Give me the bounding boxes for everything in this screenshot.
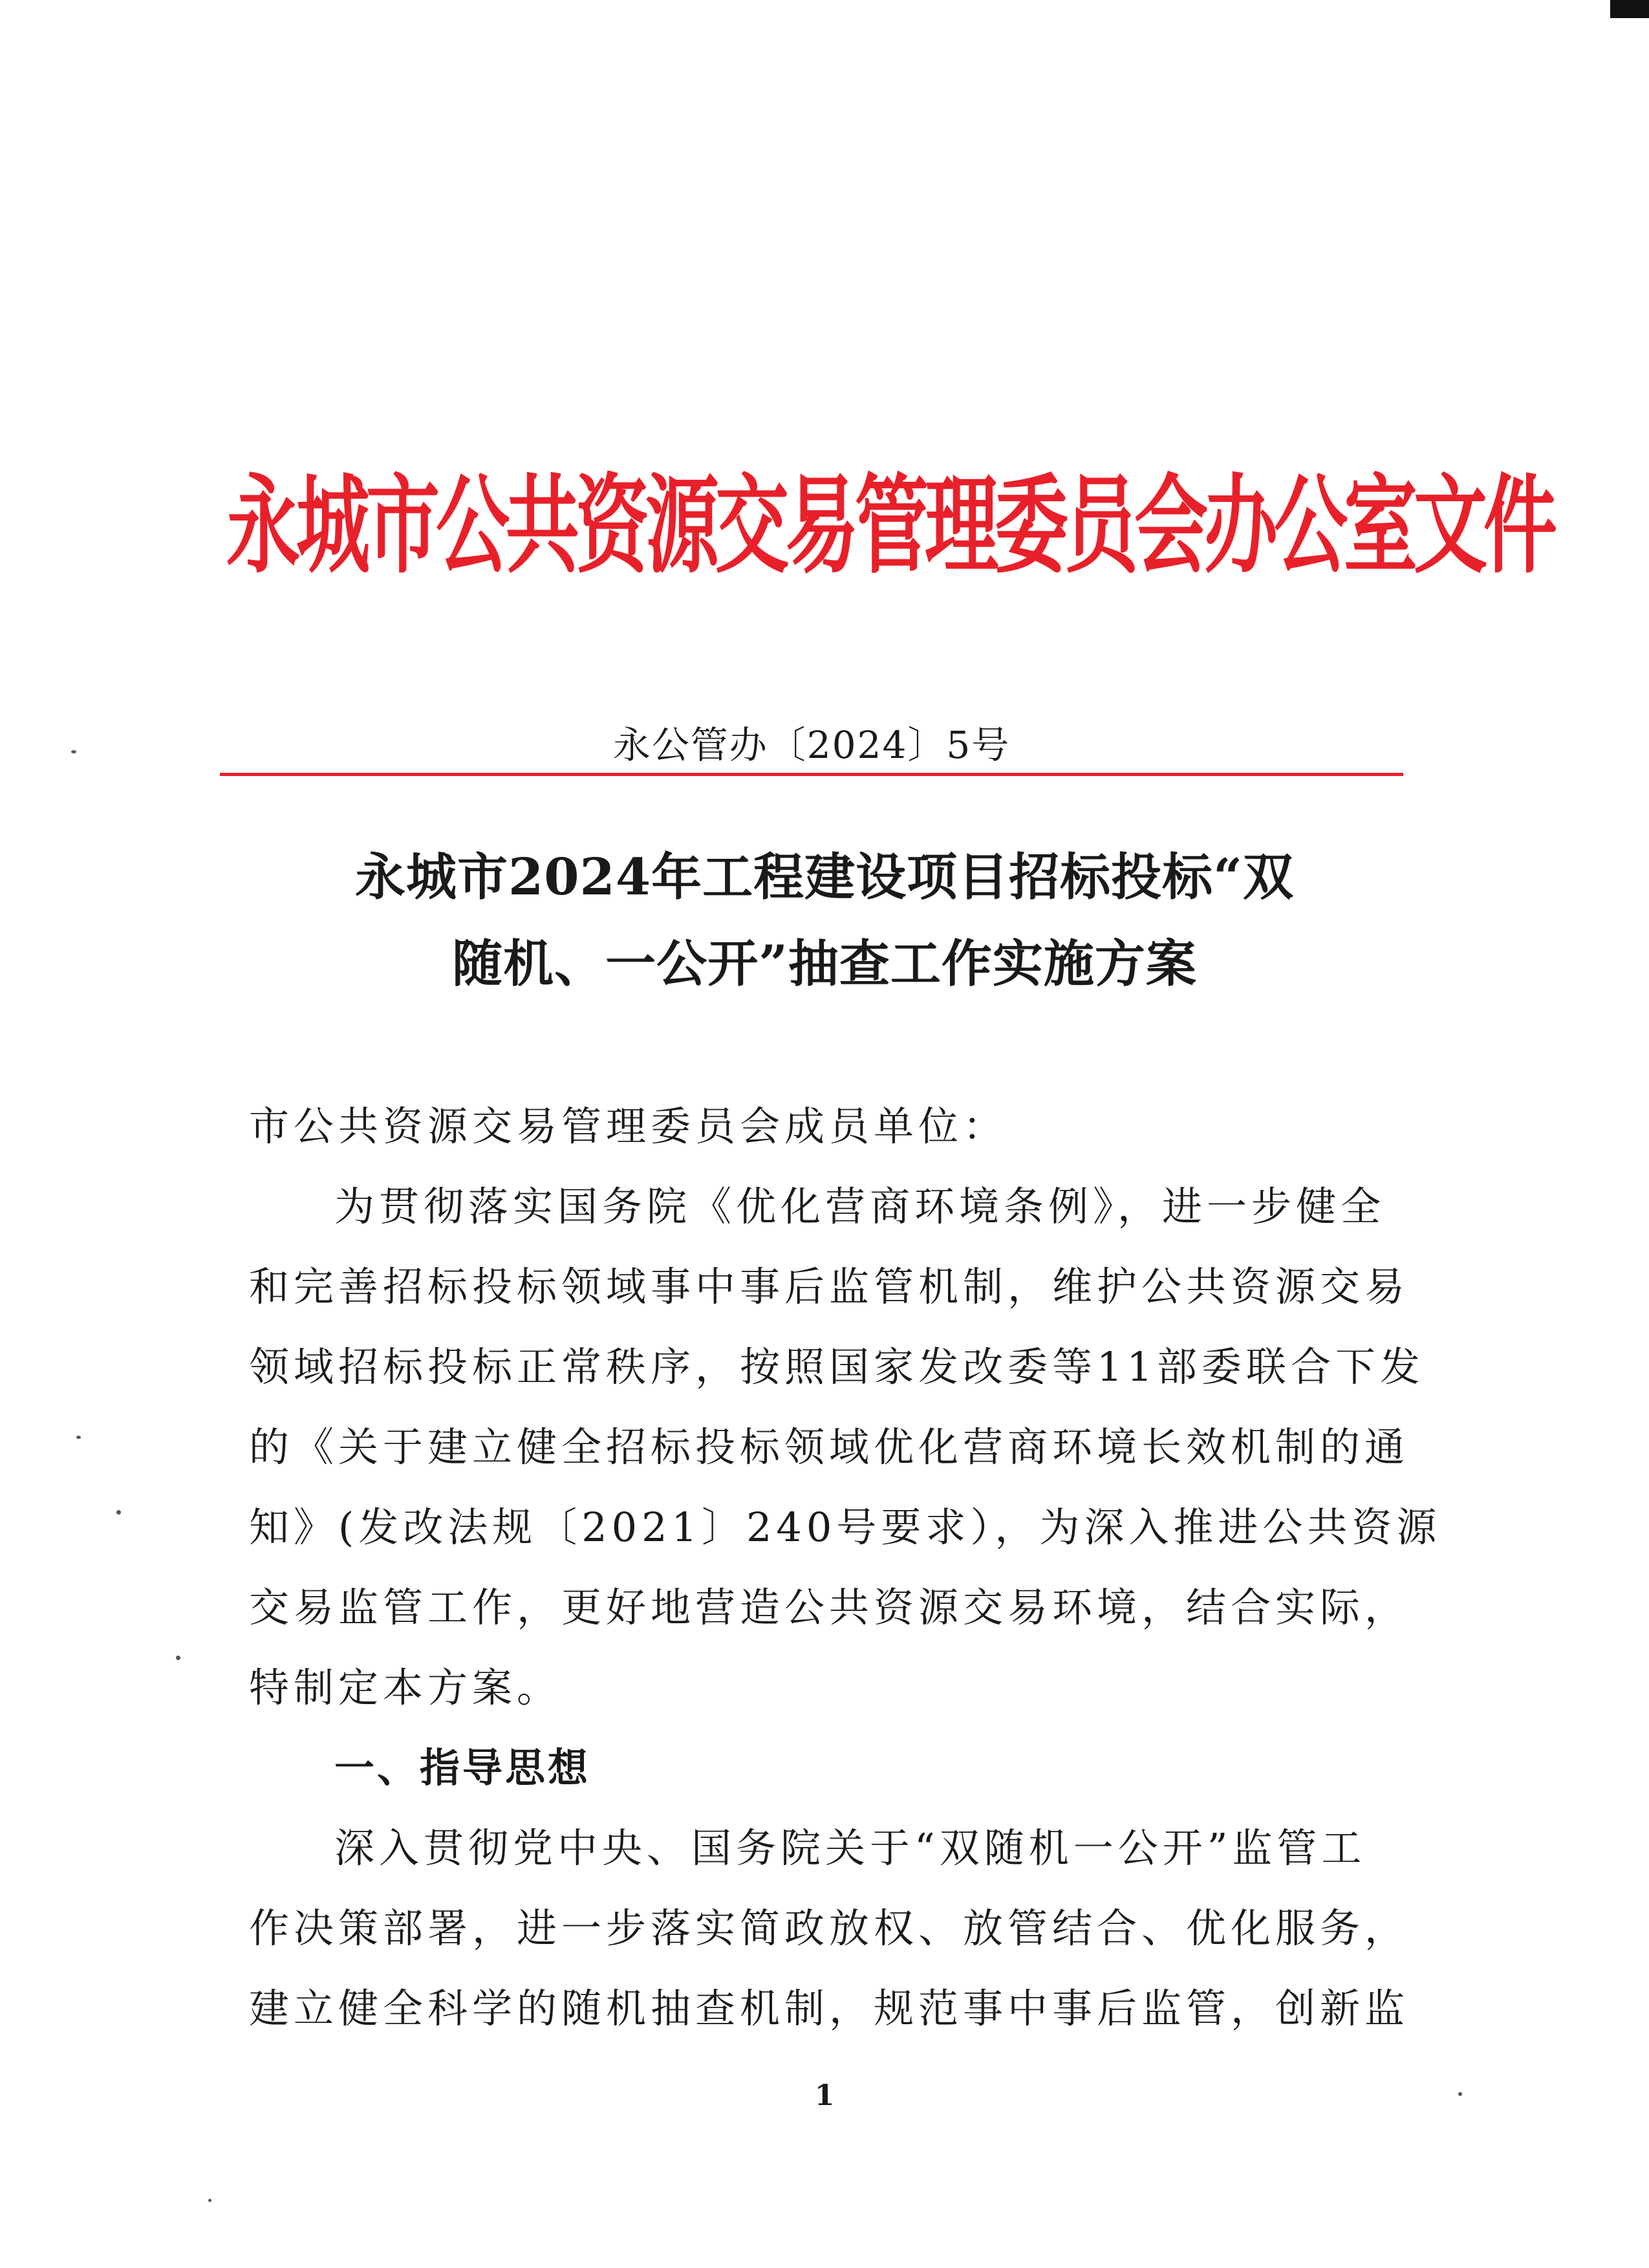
section-1-line-2: 作决策部署，进一步落实简政放权、放管结合、优化服务， xyxy=(249,1905,1410,1952)
salutation: 市公共资源交易管理委员会成员单位： xyxy=(249,1103,1008,1150)
scan-speck xyxy=(208,2199,211,2202)
red-separator-line xyxy=(220,773,1403,776)
intro-line-1: 为贯彻落实国务院《优化营商环境条例》，进一步健全 xyxy=(334,1183,1386,1230)
intro-line-3: 领域招标投标正常秩序，按照国家发改委等11部委联合下发 xyxy=(249,1343,1425,1390)
intro-line-5: 知》(发改法规〔2021〕240号要求），为深入推进公共资源 xyxy=(249,1504,1441,1551)
document-title xyxy=(246,834,1403,1008)
red-header-title: 永城市公共资源交易管理委员会办公室文件 xyxy=(226,463,1554,589)
section-1-line-3: 建立健全科学的随机抽查机制，规范事中事后监管，创新监 xyxy=(249,1985,1410,2032)
page-number: 1 xyxy=(814,2079,835,2112)
document-title-line-2: 随机、一公开”抽查工作实施方案 xyxy=(452,934,1197,993)
section-heading-guiding-ideology: 一、指导思想 xyxy=(334,1744,591,1791)
scan-speck xyxy=(76,1436,81,1439)
intro-line-6: 交易监管工作，更好地营造公共资源交易环境，结合实际， xyxy=(249,1584,1410,1631)
document-title-line-1: 永城市2024年工程建设项目招标投标“双 xyxy=(355,848,1294,907)
scan-corner-mark xyxy=(1610,0,1649,18)
scan-speck xyxy=(116,1510,121,1515)
scan-speck xyxy=(71,750,76,753)
scan-speck xyxy=(176,1656,180,1660)
section-1-line-1: 深入贯彻党中央、国务院关于“双随机一公开”监管工 xyxy=(334,1824,1366,1872)
intro-line-4: 的《关于建立健全招标投标领域优化营商环境长效机制的通 xyxy=(249,1423,1410,1471)
document-number: 永公管办〔2024〕5号 xyxy=(612,723,1011,767)
document-body xyxy=(249,1086,1441,2049)
intro-line-7: 特制定本方案。 xyxy=(249,1664,562,1711)
intro-line-2: 和完善招标投标领域事中事后监管机制，维护公共资源交易 xyxy=(249,1263,1410,1310)
scan-speck xyxy=(1458,2092,1462,2096)
